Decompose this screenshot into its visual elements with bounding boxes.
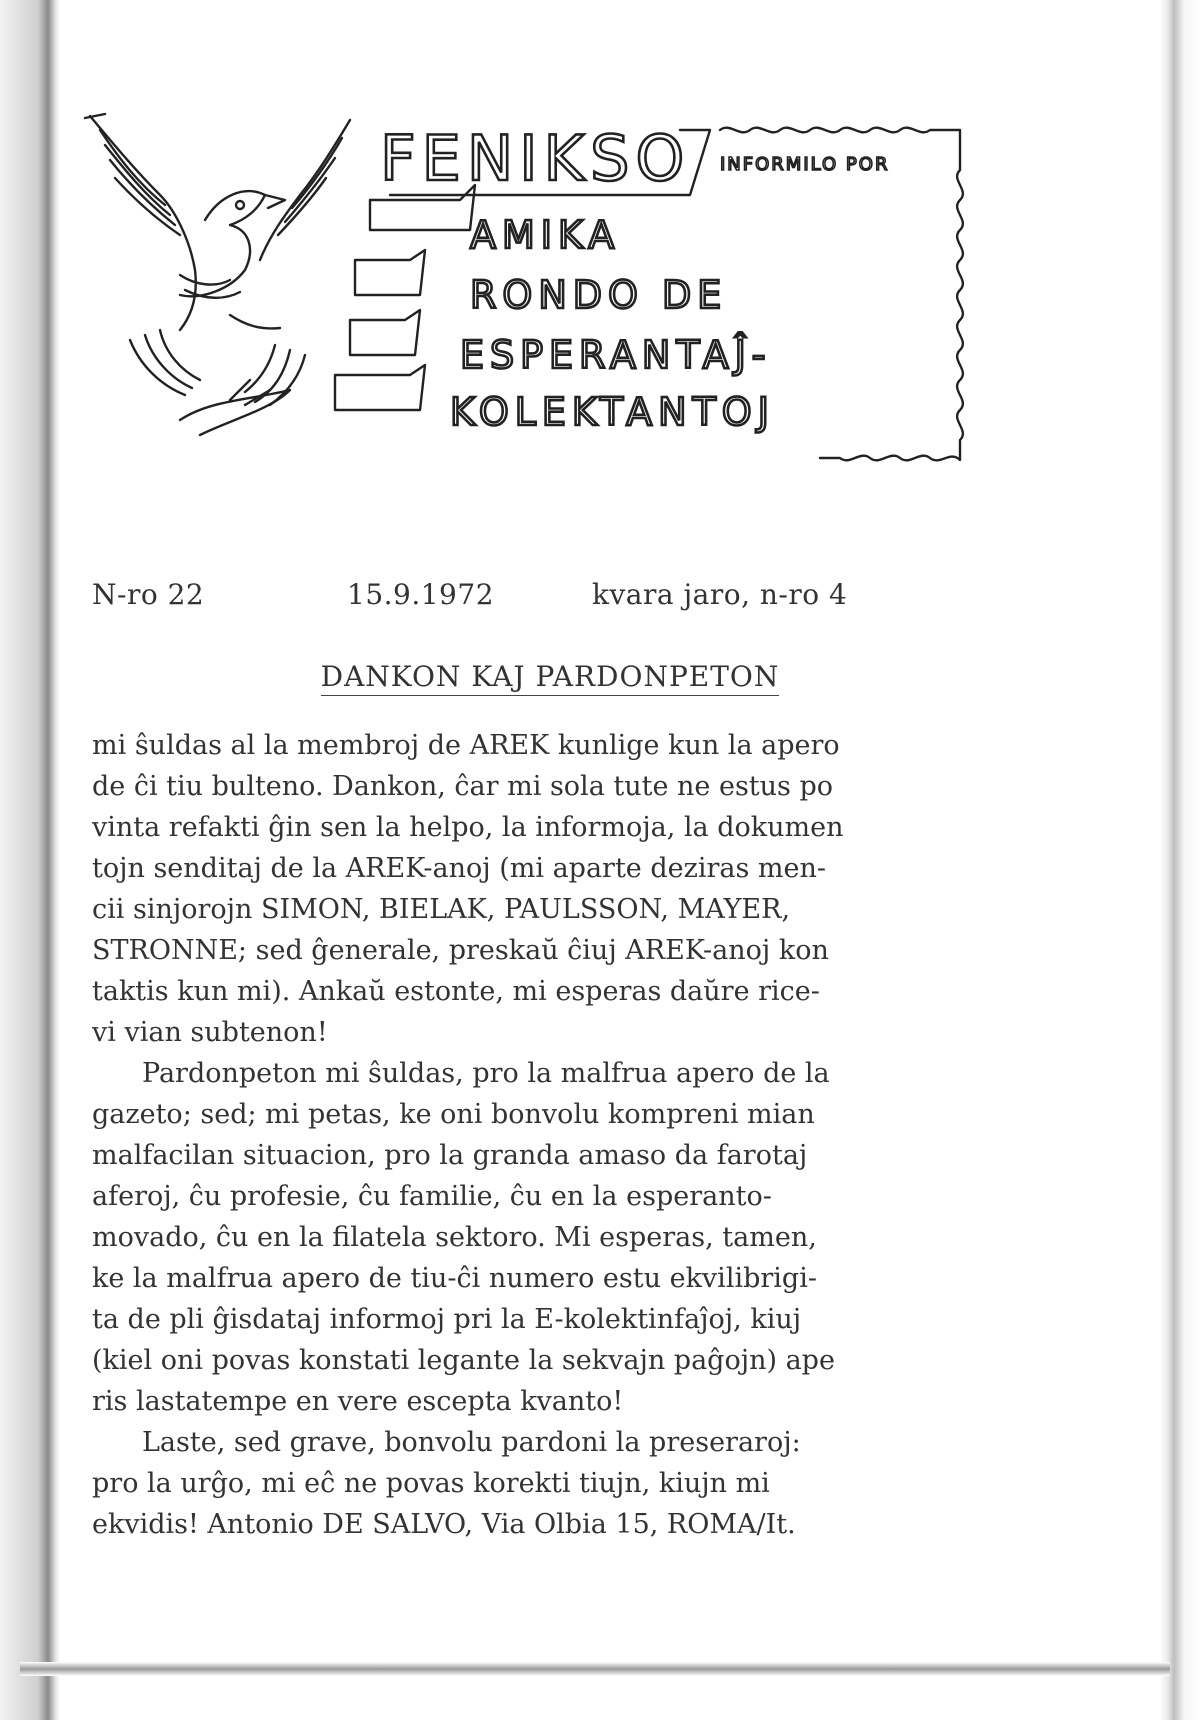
logo-tagline: INFORMILO POR <box>720 154 890 175</box>
text-line: ris lastatempe en vere escepta kvanto! <box>92 1386 624 1417</box>
text-line: cii sinjorojn SIMON, BIELAK, PAULSSON, MAYER, <box>92 894 791 925</box>
article-title-text: DANKON KAJ PARDONPETON <box>321 660 780 696</box>
text-line: aferoj, ĉu profesie, ĉu familie, ĉu en la esperanto- <box>92 1181 772 1212</box>
subtitle-line-2: RONDO DE <box>470 273 728 317</box>
text-line: (kiel oni povas konstati legante la sekvajn paĝojn) ape <box>92 1345 835 1376</box>
text-line: vi vian subtenon! <box>92 1017 328 1048</box>
text-line: ekvidis! Antonio DE SALVO, Via Olbia 15, ROMA/It. <box>92 1509 796 1540</box>
text-line: STRONNE; sed ĝenerale, preskaŭ ĉiuj AREK-anoj kon <box>92 935 829 966</box>
text-line: malfacilan situacion, pro la granda amaso da farotaj <box>92 1140 808 1171</box>
issue-line <box>92 578 992 618</box>
text-line: Pardonpeton mi ŝuldas, pro la malfrua apero de la <box>142 1058 830 1089</box>
subtitle-line-4: KOLEKTANTOJ <box>450 390 775 434</box>
text-line: Laste, sed grave, bonvolu pardoni la preseraroj: <box>142 1427 801 1458</box>
scan-edge-left <box>0 0 60 1720</box>
text-line: ke la malfrua apero de tiu-ĉi numero estu ekvilibrigi- <box>92 1263 817 1294</box>
header-logo <box>80 100 1080 520</box>
text-line: de ĉi tiu bulteno. Dankon, ĉar mi sola tute ne estus po <box>92 771 834 802</box>
article-body <box>92 725 1072 1545</box>
text-line: mi ŝuldas al la membroj de AREK kunlige kun la apero <box>92 730 840 761</box>
subtitle-line-1: AMIKA <box>470 213 621 257</box>
scan-edge-right <box>1160 0 1200 1720</box>
text-line: ta de pli ĝisdataj informoj pri la E-kolektinfaĵoj, kiuj <box>92 1304 802 1335</box>
text-line: pro la urĝo, mi eĉ ne povas korekti tiujn, kiujn mi <box>92 1468 770 1499</box>
phoenix-icon <box>85 114 350 435</box>
text-line: movado, ĉu en la filatela sektoro. Mi esperas, tamen, <box>92 1222 817 1253</box>
text-line: vinta refakti ĝin sen la helpo, la informoja, la dokumen <box>92 812 844 843</box>
issue-number: N-ro 22 <box>92 578 205 611</box>
issue-date: 15.9.1972 <box>347 578 495 611</box>
text-line: gazeto; sed; mi petas, ke oni bonvolu kompreni mian <box>92 1099 815 1130</box>
subtitle-line-3: ESPERANTAĴ- <box>460 333 772 377</box>
text-line: taktis kun mi). Ankaŭ estonte, mi esperas daŭre rice- <box>92 976 820 1007</box>
issue-yearly: kvara jaro, n-ro 4 <box>592 578 848 611</box>
logo-title: FENIKSO <box>380 122 691 195</box>
article-title <box>0 660 1100 693</box>
text-line: tojn senditaj de la AREK-anoj (mi aparte deziras men- <box>92 853 827 884</box>
scan-edge-bottom <box>20 1662 1170 1676</box>
